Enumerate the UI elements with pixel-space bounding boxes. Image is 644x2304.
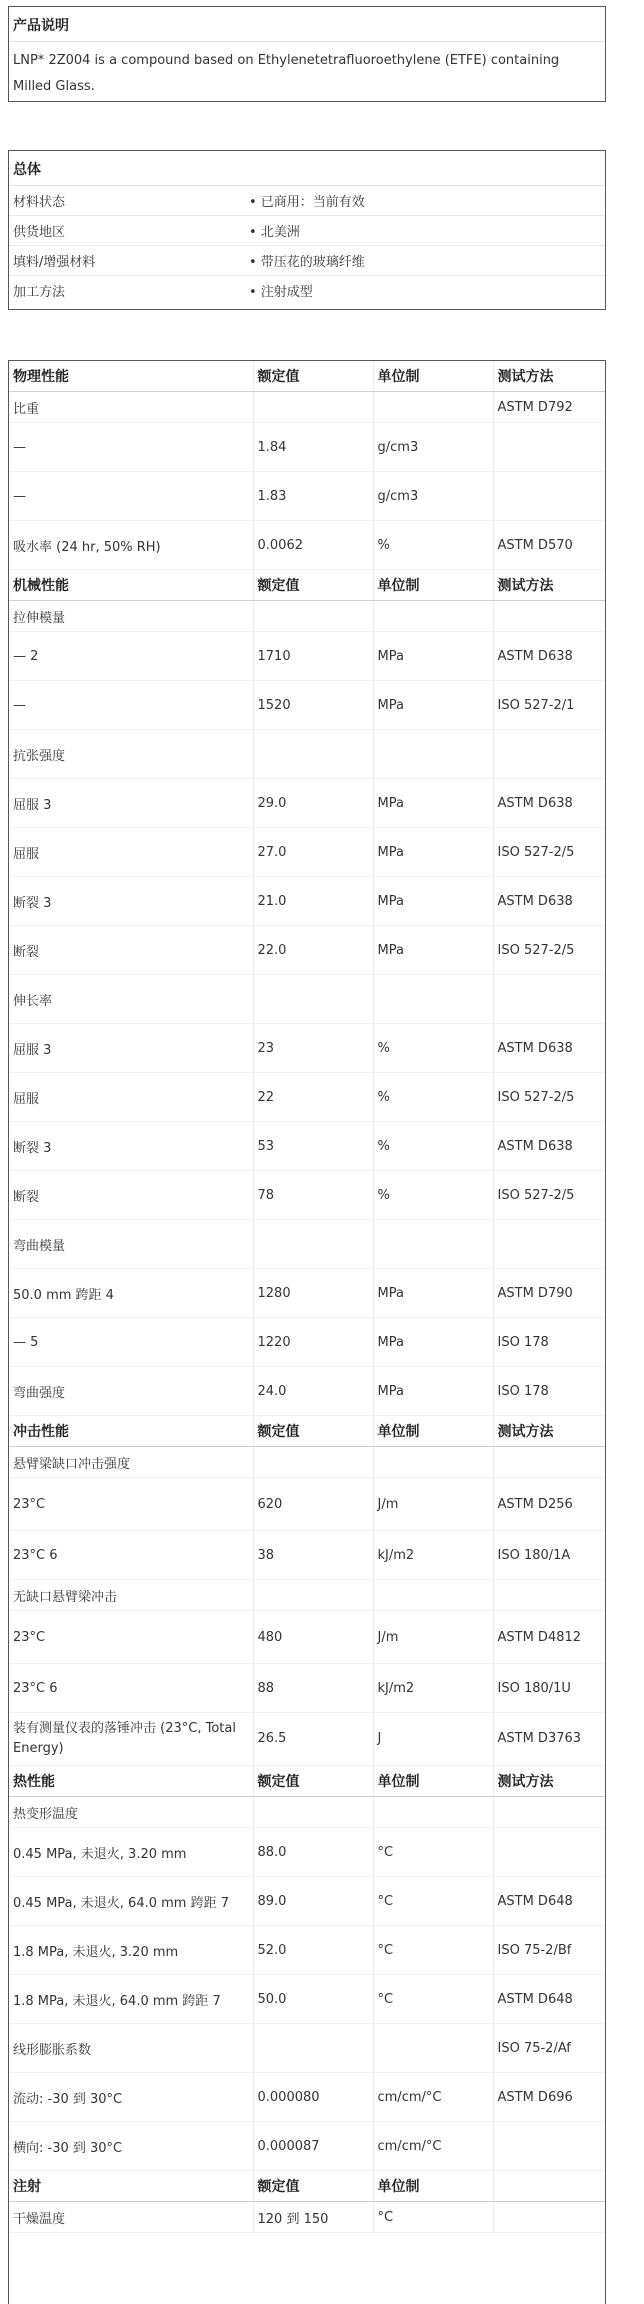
table-row (9, 1220, 605, 1269)
general-row-value: • 已商用：当前有效 (249, 195, 365, 210)
section-header-row (9, 2171, 605, 2202)
column-header-unit: 单位制 (373, 570, 493, 601)
table-row (9, 2024, 605, 2073)
property-unit: MPa (373, 877, 493, 926)
column-header-value: 额定值 (253, 361, 373, 392)
table-row (9, 1531, 605, 1580)
test-method: ASTM D638 (493, 779, 605, 828)
property-unit: °C (373, 1926, 493, 1975)
property-value (253, 2024, 373, 2073)
property-value: 78 (253, 1171, 373, 1220)
column-header-method: 测试方法 (493, 1416, 605, 1447)
test-method: ISO 75-2/Af (493, 2024, 605, 2073)
property-unit: MPa (373, 681, 493, 730)
property-unit (373, 730, 493, 779)
table-row (9, 1478, 605, 1531)
test-method: ASTM D648 (493, 1975, 605, 2024)
property-unit (373, 1220, 493, 1269)
table-row (9, 1713, 605, 1766)
property-label: 23°C (9, 1478, 253, 1531)
property-label: 1.8 MPa, 未退火, 64.0 mm 跨距 7 (9, 1975, 253, 2024)
property-value: 1.83 (253, 472, 373, 521)
test-method: ASTM D3763 (493, 1713, 605, 1766)
test-method: ASTM D256 (493, 1478, 605, 1531)
general-row-label: 填料/增强材料 (13, 255, 96, 270)
property-label: 23°C 6 (9, 1664, 253, 1713)
property-unit: J/m (373, 1478, 493, 1531)
test-method (493, 1447, 605, 1478)
property-label: 抗张强度 (9, 730, 253, 779)
table-row (9, 1828, 605, 1877)
test-method (493, 1220, 605, 1269)
table-row (9, 521, 605, 570)
property-unit: % (373, 1171, 493, 1220)
property-value: 27.0 (253, 828, 373, 877)
table-row (9, 1664, 605, 1713)
property-label: 断裂 (9, 926, 253, 975)
table-row (9, 1318, 605, 1367)
column-header-value: 额定值 (253, 570, 373, 601)
section-header-row (9, 361, 605, 392)
property-unit: g/cm3 (373, 423, 493, 472)
property-unit: J/m (373, 1611, 493, 1664)
property-label: 23°C (9, 1611, 253, 1664)
property-label: 0.45 MPa, 未退火, 3.20 mm (9, 1828, 253, 1877)
test-method: ASTM D638 (493, 1024, 605, 1073)
test-method: ISO 178 (493, 1367, 605, 1416)
test-method: ISO 527-2/1 (493, 681, 605, 730)
section-header-row (9, 1416, 605, 1447)
test-method: ASTM D638 (493, 632, 605, 681)
table-row (9, 1269, 605, 1318)
general-row (9, 216, 605, 246)
property-label: 热变形温度 (9, 1797, 253, 1828)
properties-box (8, 360, 606, 2304)
test-method: ASTM D648 (493, 1877, 605, 1926)
property-unit: MPa (373, 926, 493, 975)
property-value: 480 (253, 1611, 373, 1664)
property-value: 50.0 (253, 1975, 373, 2024)
table-row (9, 632, 605, 681)
property-label: — 5 (9, 1318, 253, 1367)
property-value (253, 730, 373, 779)
property-value: 88 (253, 1664, 373, 1713)
property-value (253, 1447, 373, 1478)
property-label: 0.45 MPa, 未退火, 64.0 mm 跨距 7 (9, 1877, 253, 1926)
general-row-value: • 北美洲 (249, 225, 300, 240)
table-row (9, 877, 605, 926)
test-method (493, 1828, 605, 1877)
general-row (9, 186, 605, 216)
property-unit: cm/cm/°C (373, 2073, 493, 2122)
table-row (9, 1367, 605, 1416)
test-method: ISO 178 (493, 1318, 605, 1367)
property-value (253, 975, 373, 1024)
table-row (9, 1447, 605, 1478)
section-title: 物理性能 (9, 361, 253, 392)
property-value: 620 (253, 1478, 373, 1531)
test-method (493, 423, 605, 472)
test-method: ASTM D570 (493, 521, 605, 570)
property-label: 23°C 6 (9, 1531, 253, 1580)
property-label: — (9, 681, 253, 730)
property-value: 29.0 (253, 779, 373, 828)
property-value: 0.0062 (253, 521, 373, 570)
property-label: 屈服 (9, 1073, 253, 1122)
property-value (253, 1580, 373, 1611)
property-unit: % (373, 1073, 493, 1122)
property-label: 装有测量仪表的落锤冲击 (23°C, Total Energy) (9, 1713, 253, 1766)
property-value: 26.5 (253, 1713, 373, 1766)
table-row (9, 730, 605, 779)
property-label: 吸水率 (24 hr, 50% RH) (9, 521, 253, 570)
section-header-row (9, 1766, 605, 1797)
table-row (9, 1122, 605, 1171)
property-label: 弯曲强度 (9, 1367, 253, 1416)
property-value: 120 到 150 (253, 2202, 373, 2233)
section-title: 机械性能 (9, 570, 253, 601)
test-method (493, 2122, 605, 2171)
column-header-value: 额定值 (253, 2171, 373, 2202)
property-label: 屈服 3 (9, 1024, 253, 1073)
property-label: 弯曲模量 (9, 1220, 253, 1269)
table-row (9, 423, 605, 472)
test-method (493, 472, 605, 521)
test-method (493, 601, 605, 632)
property-unit: °C (373, 1828, 493, 1877)
table-row (9, 681, 605, 730)
property-unit: MPa (373, 1318, 493, 1367)
property-label: 干燥温度 (9, 2202, 253, 2233)
property-label: 断裂 (9, 1171, 253, 1220)
product-description-text: LNP* 2Z004 is a compound based on Ethylenetetrafluoroethylene (ETFE) containing Milled Glass. (13, 53, 560, 94)
property-value: 53 (253, 1122, 373, 1171)
table-row (9, 975, 605, 1024)
column-header-unit: 单位制 (373, 1416, 493, 1447)
general-row-value: • 带压花的玻璃纤维 (249, 255, 365, 270)
column-header-unit: 单位制 (373, 2171, 493, 2202)
column-header-unit: 单位制 (373, 1766, 493, 1797)
property-value: 52.0 (253, 1926, 373, 1975)
table-row (9, 1073, 605, 1122)
column-header-method (493, 2171, 605, 2202)
property-value: 22.0 (253, 926, 373, 975)
property-unit: °C (373, 1877, 493, 1926)
property-value: 1220 (253, 1318, 373, 1367)
property-label: 50.0 mm 跨距 4 (9, 1269, 253, 1318)
property-value (253, 392, 373, 423)
section-header-row (9, 570, 605, 601)
general-row (9, 276, 605, 305)
property-label: — (9, 423, 253, 472)
test-method: ISO 527-2/5 (493, 926, 605, 975)
table-row (9, 828, 605, 877)
property-unit: °C (373, 1975, 493, 2024)
table-row (9, 779, 605, 828)
property-unit: cm/cm/°C (373, 2122, 493, 2171)
property-unit: MPa (373, 828, 493, 877)
section-title: 热性能 (9, 1766, 253, 1797)
test-method: ISO 75-2/Bf (493, 1926, 605, 1975)
property-value: 38 (253, 1531, 373, 1580)
property-label: — 2 (9, 632, 253, 681)
test-method: ASTM D638 (493, 1122, 605, 1171)
test-method: ISO 527-2/5 (493, 1171, 605, 1220)
property-unit: % (373, 1122, 493, 1171)
property-unit: kJ/m2 (373, 1664, 493, 1713)
table-row (9, 1797, 605, 1828)
table-row (9, 2122, 605, 2171)
property-value: 21.0 (253, 877, 373, 926)
table-row (9, 1975, 605, 2024)
column-header-method: 测试方法 (493, 361, 605, 392)
property-unit: MPa (373, 779, 493, 828)
property-unit (373, 975, 493, 1024)
test-method: ASTM D696 (493, 2073, 605, 2122)
property-value (253, 601, 373, 632)
column-header-value: 额定值 (253, 1416, 373, 1447)
property-label: 比重 (9, 392, 253, 423)
column-header-value: 额定值 (253, 1766, 373, 1797)
property-label: 悬臂梁缺口冲击强度 (9, 1447, 253, 1478)
property-unit: MPa (373, 1367, 493, 1416)
property-unit (373, 1580, 493, 1611)
property-unit: % (373, 521, 493, 570)
general-row-label: 材料状态 (13, 195, 66, 210)
property-label: 拉伸模量 (9, 601, 253, 632)
test-method: ISO 527-2/5 (493, 828, 605, 877)
property-unit: % (373, 1024, 493, 1073)
property-unit (373, 392, 493, 423)
property-value: 1280 (253, 1269, 373, 1318)
property-label: — (9, 472, 253, 521)
general-title: 总体 (9, 151, 605, 186)
test-method (493, 1580, 605, 1611)
property-value: 0.000087 (253, 2122, 373, 2171)
property-value (253, 1797, 373, 1828)
general-rows (9, 186, 605, 305)
property-unit: MPa (373, 1269, 493, 1318)
general-row-label: 加工方法 (13, 285, 66, 300)
general-box (8, 150, 606, 310)
property-value (253, 1220, 373, 1269)
property-unit (373, 2024, 493, 2073)
property-value: 1.84 (253, 423, 373, 472)
product-description-title: 产品说明 (9, 7, 605, 42)
table-row (9, 2073, 605, 2122)
table-row (9, 392, 605, 423)
general-row (9, 246, 605, 276)
property-value: 22 (253, 1073, 373, 1122)
property-unit: g/cm3 (373, 472, 493, 521)
property-label: 屈服 (9, 828, 253, 877)
property-value: 88.0 (253, 1828, 373, 1877)
property-unit: kJ/m2 (373, 1531, 493, 1580)
table-row (9, 1171, 605, 1220)
column-header-method: 测试方法 (493, 1766, 605, 1797)
table-row (9, 926, 605, 975)
property-label: 线形膨胀系数 (9, 2024, 253, 2073)
property-unit (373, 1797, 493, 1828)
general-row-value: • 注射成型 (249, 285, 313, 300)
table-row (9, 1926, 605, 1975)
table-row (9, 472, 605, 521)
property-label: 断裂 3 (9, 877, 253, 926)
test-method (493, 975, 605, 1024)
test-method (493, 730, 605, 779)
property-value: 24.0 (253, 1367, 373, 1416)
property-value: 1710 (253, 632, 373, 681)
property-value: 1520 (253, 681, 373, 730)
property-unit (373, 1447, 493, 1478)
table-row (9, 601, 605, 632)
test-method: ISO 527-2/5 (493, 1073, 605, 1122)
test-method (493, 2202, 605, 2233)
property-label: 伸长率 (9, 975, 253, 1024)
column-header-method: 测试方法 (493, 570, 605, 601)
property-label: 横向: -30 到 30°C (9, 2122, 253, 2171)
section-title: 注射 (9, 2171, 253, 2202)
property-label: 断裂 3 (9, 1122, 253, 1171)
property-unit (373, 601, 493, 632)
general-row-label: 供货地区 (13, 225, 66, 240)
property-value: 0.000080 (253, 2073, 373, 2122)
test-method (493, 1797, 605, 1828)
property-unit: °C (373, 2202, 493, 2233)
property-unit: MPa (373, 632, 493, 681)
column-header-unit: 单位制 (373, 361, 493, 392)
test-method: ISO 180/1A (493, 1531, 605, 1580)
table-row (9, 1611, 605, 1664)
test-method: ASTM D638 (493, 877, 605, 926)
test-method: ASTM D790 (493, 1269, 605, 1318)
product-description-box (8, 6, 606, 102)
table-row (9, 2202, 605, 2233)
property-label: 屈服 3 (9, 779, 253, 828)
test-method: ISO 180/1U (493, 1664, 605, 1713)
table-row (9, 1877, 605, 1926)
properties-table (9, 361, 605, 2233)
test-method: ASTM D792 (493, 392, 605, 423)
table-row (9, 1580, 605, 1611)
property-unit: J (373, 1713, 493, 1766)
test-method: ASTM D4812 (493, 1611, 605, 1664)
property-label: 无缺口悬臂梁冲击 (9, 1580, 253, 1611)
section-title: 冲击性能 (9, 1416, 253, 1447)
property-label: 1.8 MPa, 未退火, 3.20 mm (9, 1926, 253, 1975)
property-value: 89.0 (253, 1877, 373, 1926)
property-label: 流动: -30 到 30°C (9, 2073, 253, 2122)
property-value: 23 (253, 1024, 373, 1073)
table-row (9, 1024, 605, 1073)
